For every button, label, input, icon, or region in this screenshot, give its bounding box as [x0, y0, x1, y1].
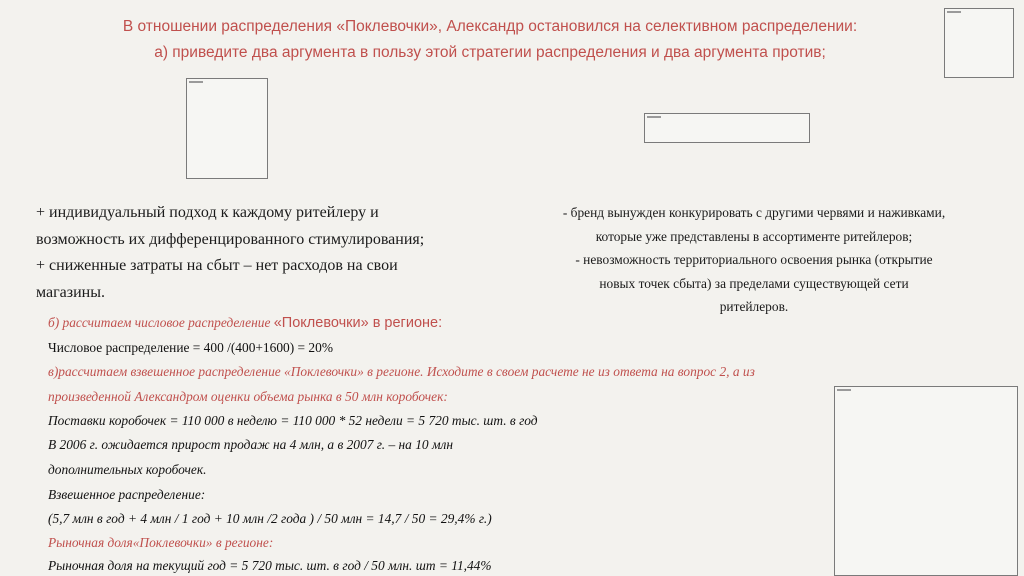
growth-line-1: В 2006 г. ожидается прирост продаж на 4 млн, а в 2007 г. – на 10 млн [48, 437, 453, 452]
pros-arguments [36, 200, 506, 306]
cons-arguments [500, 201, 1008, 319]
cons-line: - бренд вынужден конкурировать с другими червями и наживками, [562, 205, 946, 220]
part-c-question-line-1: в)рассчитаем взвешенное распределение «Поклевочки» в регионе. Исходите в своем расчете не из ответа на вопрос 2, а из [48, 364, 755, 379]
image-placeholder-top-right [944, 8, 1014, 78]
image-placeholder-left [186, 78, 268, 179]
part-b-heading [48, 315, 442, 331]
cons-line: новых точек сбыта) за пределами существующей сети [599, 275, 909, 291]
pros-line: магазины. [36, 283, 105, 301]
cons-line: которые уже представлены в ассортименте ритейлеров; [595, 228, 913, 244]
slide-title-line-1: В отношении распределения «Поклевочки», Александр остановился на селективном распределении: [122, 18, 858, 35]
cons-line: - невозможность территориального освоения рынка (открытие [575, 252, 933, 267]
numeric-distribution-formula: Числовое распределение = 400 /(400+1600) = 20% [48, 340, 333, 355]
weighted-distribution-formula: (5,7 млн в год + 4 млн / 1 год + 10 млн /2 года ) / 50 млн = 14,7 / 50 = 29,4% г.) [48, 511, 492, 526]
part-b-suffix: «Поклевочки» в регионе: [273, 315, 443, 331]
growth-line-2: дополнительных коробочек. [48, 462, 207, 477]
weighted-distribution-label: Взвешенное распределение: [48, 487, 206, 502]
market-share-formula: Рыночная доля на текущий год = 5 720 тыс. шт. в год / 50 млн. шт = 11,44% [48, 558, 492, 573]
market-share-label: Рыночная доля«Поклевочки» в регионе: [48, 535, 274, 550]
supply-calculation: Поставки коробочек = 110 000 в неделю = 110 000 * 52 недели = 5 720 тыс. шт. в год [48, 413, 538, 428]
pros-line: + сниженные затраты на сбыт – нет расходов на свои [36, 257, 398, 274]
image-placeholder-center [644, 113, 810, 143]
cons-line: ритейлеров. [719, 299, 789, 314]
pros-line: возможность их дифференцированного стимулирования; [36, 230, 425, 248]
slide-title-line-2: а) приведите два аргумента в пользу этой стратегии распределения и два аргумента против; [154, 44, 826, 61]
image-placeholder-bottom-right [834, 386, 1018, 576]
part-b-prefix: б) рассчитаем числовое распределение [48, 315, 274, 330]
pros-line: + индивидуальный подход к каждому ритейлеру и [36, 204, 379, 221]
part-c-question-line-2: произведенной Александром оценки объема рынка в 50 млн коробочек: [48, 389, 448, 404]
